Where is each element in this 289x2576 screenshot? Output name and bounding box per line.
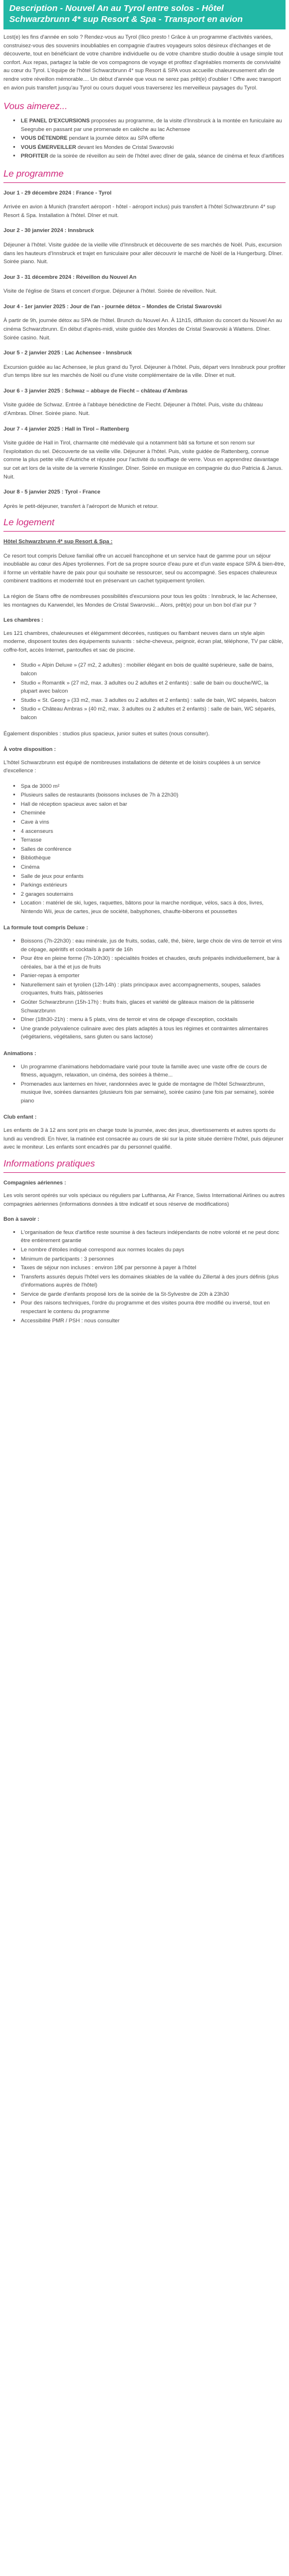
onsite-item: • Plusieurs salles de restaurants (boissons incluses de 7h à 22h30) <box>21 791 286 799</box>
room-item: • Studio « Château Ambras » (40 m2, max. 3 adultes ou 2 adultes et 2 enfants) : salle de bain, WC séparés, balcon <box>21 705 286 721</box>
rooms-note: Également disponibles : studios plus spacieux, junior suites et suites (nous consulter). <box>3 730 210 737</box>
onsite-item: • Cinéma <box>21 863 286 872</box>
highlight-text: devant les Mondes de Cristal Swarovski <box>76 143 174 150</box>
good-to-know-item: • Le nombre d'étoiles indiqué correspond aux normes locales du pays <box>21 1246 286 1254</box>
activities-list <box>3 1063 286 1105</box>
highlight-key: PROFITER <box>21 152 49 159</box>
day-title: Jour 2 - 30 janvier 2024 : Innsbruck <box>3 227 94 234</box>
activity-item: • Promenades aux lanternes en hiver, randonnées avec le guide de montagne de l'hôtel Schwarzbrunn, musique live, soirées dansantes (plusieurs fois par semaine), soirée casino (une fois par semaine), soirée piano <box>21 1080 286 1105</box>
deluxe-item: • Boissons (7h-22h30) : eau minérale, jus de fruits, sodas, café, thé, bière, large choix de vins de terroir et vins de cépage, apéritifs et cocktails à partir de 16h <box>21 937 286 954</box>
highlight-key: VOUS ÉMERVEILLER <box>21 143 76 150</box>
day-text: Déjeuner à l'hôtel. Visite guidée de la vieille ville d'Innsbruck et découverte de ses marchés de Noël. Puis, excursion dans les hauteurs d'Innsbruck et trajet en funiculaire pour aller découvrir le marché de Noël de la Hungerburg. Dîner. Soirée piano. Nuit. <box>3 241 283 265</box>
hotel-name: Hôtel Schwarzbrunn 4* sup Resort & Spa : <box>3 538 113 545</box>
kids-club-text: Les enfants de 3 à 12 ans sont pris en charge toute la journée, avec des jeux, divertissements et autres sports du lundi au vendredi. En hiver, la matinée est consacrée au cours de ski sur la piste située derrière l'hôtel, puis déjeuner avec le moniteur. Les enfants sont encadrés par du personnel qualifié. <box>3 1126 284 1150</box>
activity-item: • Un programme d'animations hebdomadaire varié pour toute la famille avec une vaste offre de cours de fitness, aquagym, relaxation, un cinéma, des soirées à thème... <box>21 1063 286 1079</box>
onsite-item: • Spa de 3000 m² <box>21 782 286 791</box>
onsite-label: À votre disposition : <box>3 746 56 753</box>
program-day <box>3 387 286 418</box>
deluxe-item: • Dîner (18h30-21h) : menu à 5 plats, vins de terroir et vins de cépage d'exception, cocktails <box>21 1015 286 1024</box>
highlight-item <box>21 134 286 143</box>
day-text: Visite guidée de Hall in Tirol, charmante cité médiévale qui a notamment bâti sa fortune et son renom sur l'exploitation du sel. Découverte de sa vieille ville. Déjeuner à l'hôtel. Puis, visite guidée de Rattenberg, connue comme la plus petite ville d'Autriche et réputée pour l'activité du soufflage de verre. Vous en apprendrez davantage sur cet art lors de la visite de la verrerie Kisslinger. Dîner. Soirée en musique en compagnie du duo Patricia & Janus. Nuit. <box>3 439 283 480</box>
region-paragraph: La région de Stans offre de nombreuses possibilités d'excursions pour tous les goûts : Innsbruck, le lac Achensee, les montagnes du Karwendel, les Mondes de Cristal Swarovski... Alors, prêt(e) pour un bon bol d'air pur ? <box>3 592 277 608</box>
program-day <box>3 425 286 481</box>
room-item: • Studio « Alpin Deluxe » (27 m2, 2 adultes) : mobilier élégant en bois de qualité supérieure, salle de bains, balcon <box>21 661 286 678</box>
airlines-label: Compagnies aériennes : <box>3 1179 66 1186</box>
good-to-know-item: • L'organisation de feux d'artifice reste soumise à des facteurs indépendants de notre volonté et ne peut donc être entièrement garantie <box>21 1228 286 1245</box>
highlight-text: proposées au programme, de la visite d'Innsbruck à la montée en funiculaire au Seegrube en passant par une promenade en calèche au lac Achensee <box>21 117 282 132</box>
onsite-item: • Cave à vins <box>21 818 286 827</box>
rooms-intro: Les 121 chambres, chaleureuses et élégamment décorées, rustiques ou flambant neuves dans un style alpin moderne, disposent toutes des équipements suivants : sèche-cheveux, peignoir, écran plat, téléphone, TV par câble, coffre-fort, accès Internet, pantoufles et sac de piscine. <box>3 629 283 653</box>
good-to-know-label: Bon à savoir : <box>3 1216 39 1222</box>
good-to-know-item: • Accessibilité PMR / PSH : nous consulter <box>21 1317 286 1325</box>
deluxe-item: • Goûter Schwarzbrunn (15h-17h) : fruits frais, glaces et variété de gâteaux maison de la pâtisserie Schwarzbrunn <box>21 998 286 1015</box>
deluxe-item: • Une grande polyvalence culinaire avec des plats adaptés à tous les régimes et contraintes alimentaires (végétariens, végétaliens, sans gluten ou sans lactose) <box>21 1025 286 1041</box>
good-to-know-item: • Pour des raisons techniques, l'ordre du programme et des visites pourra être modifié ou inversé, tout en respectant le contenu du programme <box>21 1299 286 1315</box>
onsite-list <box>3 782 286 916</box>
onsite-item: • Bibliothèque <box>21 854 286 862</box>
good-to-know-item: • Taxes de séjour non incluses : environ 18€ par personne à payer à l'hôtel <box>21 1263 286 1272</box>
intro-paragraph: Lost(e) les fins d'année en solo ? Rendez-vous au Tyrol (Ilico presto ! Grâce à un programme d'activités variées, construisez-vous des souvenirs inoubliables en compagnie d'autres voyageurs solos désireux d'échanges et de découverte, tout en bénéficiant de votre chambre individuelle ou de votre chambre studio double à usage simple tout confort. Aux repas, partagez la table de vos compagnons de voyage et profitez d'agréables moments de convivialité au cœur du Tyrol. L'équipe de l'hôtel Schwarzbrunn 4* sup Resort & SPA vous accueille chaleureusement afin de rendre votre réveillon mémorable.... Un début d'année que vous ne serez pas prêt(e) d'oublier ! Offre avec transport en avion puis transfert jusqu'au Tyrol ou cours duquel vous traverserez les merveilleux paysages du Tyrol. <box>3 33 283 91</box>
day-title: Jour 8 - 5 janvier 2025 : Tyrol - France <box>3 488 101 495</box>
deluxe-label: La formule tout compris Deluxe : <box>3 924 88 931</box>
room-item: • Studio « Romantik » (27 m2, max. 3 adultes ou 2 adultes et 2 enfants) : salle de bain ou douche/WC, la plupart avec balcon <box>21 679 286 696</box>
onsite-item: • Parkings extérieurs <box>21 881 286 889</box>
kids-club-label: Club enfant : <box>3 1113 37 1120</box>
onsite-item: • Terrasse <box>21 836 286 844</box>
day-title: Jour 6 - 3 janvier 2025 : Schwaz – abbaye de Fiecht – château d'Ambras <box>3 387 188 394</box>
deluxe-list <box>3 937 286 1041</box>
program-day <box>3 302 286 342</box>
rooms-label: Les chambres : <box>3 616 43 623</box>
room-item: • Studio « St. Georg » (33 m2, max. 3 adultes ou 2 adultes et 2 enfants) : salle de bain, WC séparés, balcon <box>21 696 286 705</box>
day-text: Excursion guidée au lac Achensee, le plus grand du Tyrol. Déjeuner à l'hôtel. Puis, départ vers Innsbruck pour profiter d'un temps libre sur les marchés de Noël ou d'une visite complémentaire de la ville. Dîner et nuit. <box>3 363 286 379</box>
onsite-item: • Hall de réception spacieux avec salon et bar <box>21 800 286 809</box>
onsite-item: • Location : matériel de ski, luges, raquettes, bâtons pour la marche nordique, vélos, sacs à dos, livres, Nintendo Wii, jeux de cartes, jeux de société, babyphones, chaufte-biberons et poussettes <box>21 899 286 915</box>
onsite-intro: L'hôtel Schwarzbrunn est équipé de nombreuses installations de détente et de loisirs couplées à un service d'excellence : <box>3 758 261 774</box>
practical-heading: Informations pratiques <box>3 1158 286 1173</box>
lodging-heading: Le logement <box>3 517 286 532</box>
highlights-list <box>3 117 286 160</box>
program-day <box>3 349 286 380</box>
hotel-intro: Ce resort tout compris Deluxe familial offre un accueil francophone et un service haut de gamme pour un séjour inoubliable au cœur des Alpes tyroliennes. Fort de sa propre source d'eau pure et d'un vaste espace SPA & bien-être, il forme un véritable havre de paix pour qui souhaite se ressourcer, seul ou accompagné. Ses espaces chaleureux combinent traditions et modernité tout en préservant un cachet typiquement tyrolien. <box>3 552 286 584</box>
good-to-know-item: • Service de garde d'enfants proposé lors de la soirée de la St-Sylvestre de 20h à 23h30 <box>21 1290 286 1299</box>
day-title: Jour 5 - 2 janvier 2025 : Lac Achensee - Innsbruck <box>3 349 132 356</box>
day-title: Jour 1 - 29 décembre 2024 : France - Tyrol <box>3 189 112 196</box>
highlight-text: de la soirée de réveillon au sein de l'hôtel avec dîner de gala, séance de cinéma et feux d'artifices <box>48 152 284 159</box>
program-day <box>3 226 286 266</box>
deluxe-item: • Naturellement sain et tyrolien (12h-14h) : plats principaux avec accompagnements, soupes, salades croquantes, fruits frais, pâtisseries <box>21 981 286 997</box>
highlight-key: VOUS DÉTENDRE <box>21 134 68 141</box>
day-text: Après le petit-déjeuner, transfert à l'aéroport de Munich et retour. <box>3 502 159 509</box>
onsite-item: • 4 ascenseurs <box>21 827 286 836</box>
day-text: Arrivée en avion à Munich (transfert aéroport - hôtel - aéroport inclus) puis transfert à l'hôtel Schwarzbrunn 4* sup Resort & Spa. Installation à l'hôtel. Dîner et nuit. <box>3 203 276 218</box>
day-title: Jour 4 - 1er janvier 2025 : Jour de l'an - journée détox – Mondes de Cristal Swarovski <box>3 302 222 309</box>
airlines-text: Les vols seront opérés sur vols spéciaux ou réguliers par Lufthansa, Air France, Swiss International Airlines ou autres compagnies aériennes (informations données à titre indicatif et sous réserve de modifications) <box>3 1192 285 1207</box>
activities-label: Animations : <box>3 1049 36 1056</box>
rooms-list <box>3 661 286 721</box>
deluxe-item: • Panier-repas à emporter <box>21 971 286 980</box>
onsite-item: • 2 garages souterrains <box>21 890 286 899</box>
day-text: À partir de 9h, journée détox au SPA de l'hôtel. Brunch du Nouvel An. À 11h15, diffusion du concert du Nouvel An au cinéma Schwarzbrunn. En début d'après-midi, visite guidée des Mondes de Cristal Swarovski à Wattens. Dîner. Soirée casino. Nuit. <box>3 317 282 341</box>
page-title: Description - Nouvel An au Tyrol entre solos - Hôtel Schwarzbrunn 4* sup Resort & Spa - Transport en avion <box>3 0 286 29</box>
program-heading: Le programme <box>3 169 286 183</box>
deluxe-item: • Pour être en pleine forme (7h-10h30) : spécialités froides et chaudes, œufs préparés individuellement, bar à céréales, bar à thé et jus de fruits <box>21 954 286 971</box>
day-text: Visite de l'église de Stans et concert d'orgue. Déjeuner à l'hôtel. Soirée de réveillon. Nuit. <box>3 287 217 294</box>
onsite-item: • Cheminée <box>21 809 286 817</box>
highlight-text: pendant la journée détox au SPA offerte <box>67 134 165 141</box>
highlight-item <box>21 152 286 160</box>
good-to-know-item: • Transferts assurés depuis l'hôtel vers les domaines skiables de la vallée du Zillertal à des jours définis (plus d'informations auprès de l'hôtel) <box>21 1273 286 1289</box>
good-to-know-list <box>3 1228 286 1325</box>
highlight-item <box>21 143 286 152</box>
onsite-item: • Salles de conférence <box>21 845 286 854</box>
good-to-know-item: • Minimum de participants : 3 personnes <box>21 1255 286 1263</box>
highlight-item <box>21 117 286 133</box>
day-title: Jour 3 - 31 décembre 2024 : Réveillon du Nouvel An <box>3 273 136 280</box>
day-text: Visite guidée de Schwaz. Entrée à l'abbaye bénédictine de Fiecht. Déjeuner à l'hôtel. Puis, visite du château d'Ambras. Dîner. Soirée piano. Nuit. <box>3 401 263 417</box>
highlight-key: LE PANEL D'EXCURSIONS <box>21 117 90 124</box>
day-title: Jour 7 - 4 janvier 2025 : Hall in Tirol – Rattenberg <box>3 425 129 432</box>
program-day <box>3 189 286 220</box>
program-day <box>3 488 286 510</box>
program-day <box>3 273 286 296</box>
highlights-heading: Vous aimerez... <box>3 102 68 112</box>
onsite-item: • Salle de jeux pour enfants <box>21 872 286 881</box>
